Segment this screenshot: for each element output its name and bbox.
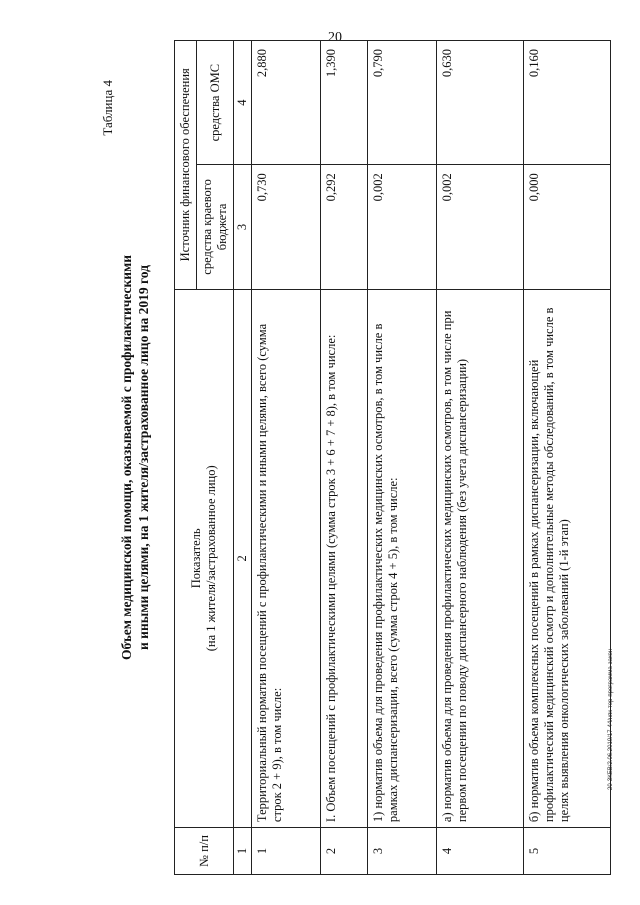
row-indicator: а) норматив объема для проведения профилактических медицинских осмотров, в том числе при первом посещении по поводу диспансерного наблюдения (без учета диспансеризации) xyxy=(437,289,524,828)
row-indicator: I. Объем посещений с профилактическими целями (сумма строк 3 + 6 + 7 + 8), в том числе: xyxy=(321,289,368,828)
column-index: 1 xyxy=(234,828,252,875)
header-indicator-subtitle: (на 1 жителя/застрахованное лицо) xyxy=(204,465,218,652)
volume-table xyxy=(174,40,611,875)
header-regional-budget: средства краевого бюджета xyxy=(197,165,234,289)
header-indicator-title: Показатель xyxy=(189,528,203,589)
row-number: 2 xyxy=(321,828,368,875)
row-regional-value: 0,002 xyxy=(368,165,437,289)
rotated-page-content xyxy=(100,40,580,875)
row-indicator: Территориальный норматив посещений с профилактическими и иными целями, всего (сумма строк 2 + 9), в том числе: xyxy=(252,289,321,828)
header-funding-source: Источник финансового обеспечения xyxy=(175,41,197,290)
row-regional-value: 0,292 xyxy=(321,165,368,289)
table-row xyxy=(321,41,368,875)
row-indicator: б) норматив объема комплексных посещений в рамках диспансеризации, включающей профилактический медицинский осмотр и дополнительные методы обследований, в том числе в целях выявления онкологических заболеваний (1-й этап) xyxy=(524,289,611,828)
row-number: 4 xyxy=(437,828,524,875)
row-oms-value: 0,790 xyxy=(368,41,437,165)
table-row xyxy=(524,41,611,875)
row-regional-value: 0,730 xyxy=(252,165,321,289)
table-title-line-2: и иными целями, на 1 жителя/застрахованное лицо на 2019 год xyxy=(136,265,151,650)
column-index-row xyxy=(234,41,252,875)
table-row xyxy=(368,41,437,875)
row-indicator: 1) норматив объема для проведения профилактических медицинских осмотров, в том числе в рамках диспансеризации, всего (сумма строк 4 + 5), в том числе: xyxy=(368,289,437,828)
row-oms-value: 0,630 xyxy=(437,41,524,165)
table-row xyxy=(252,41,321,875)
page-number: 20 xyxy=(328,30,342,45)
row-number: 3 xyxy=(368,828,437,875)
column-index: 3 xyxy=(234,165,252,289)
row-number: 5 xyxy=(524,828,611,875)
header-oms: средства ОМС xyxy=(197,41,234,165)
table-title-line-1: Объем медицинской помощи, оказываемой с профилактическими xyxy=(119,254,134,661)
header-number: № п/п xyxy=(175,828,234,875)
column-index: 4 xyxy=(234,41,252,165)
row-oms-value: 1,390 xyxy=(321,41,368,165)
column-index: 2 xyxy=(234,289,252,828)
row-oms-value: 0,160 xyxy=(524,41,611,165)
row-regional-value: 0,002 xyxy=(437,165,524,289)
row-number: 1 xyxy=(252,828,321,875)
document-footer-code: 20-ЗКЕВ/2.06.2019/17-44/нпк-тер-программа-закон xyxy=(608,648,614,790)
row-regional-value: 0,000 xyxy=(524,165,611,289)
table-label: Таблица 4 xyxy=(100,80,115,136)
table-row xyxy=(437,41,524,875)
table-title xyxy=(118,120,152,795)
row-oms-value: 2,880 xyxy=(252,41,321,165)
header-indicator xyxy=(175,289,234,828)
